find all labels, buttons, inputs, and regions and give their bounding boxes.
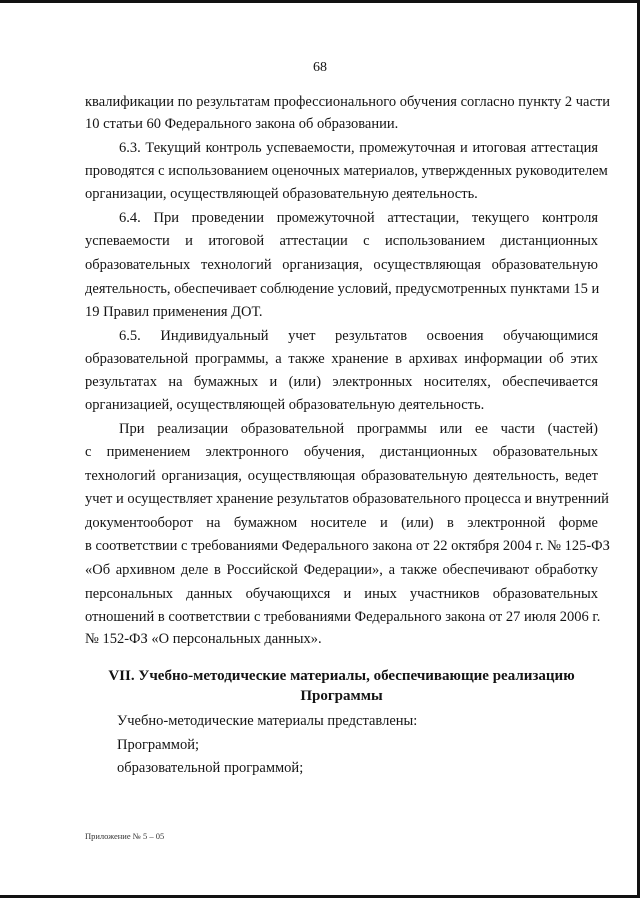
text-line: образовательной программы, а также хранение в архивах информации об этих: [85, 351, 598, 367]
text-line: деятельность, обеспечивает соблюдение условий, предусмотренных пунктами 15 и: [85, 281, 600, 297]
text-line: Программой;: [117, 737, 199, 753]
text-line: квалификации по результатам профессионального обучения согласно пункту 2 части: [85, 94, 610, 110]
text-line: образовательной программой;: [117, 760, 304, 776]
text-line: 10 статьи 60 Федерального закона об образовании.: [85, 116, 399, 132]
section-heading-line1: VII. Учебно-методические материалы, обеспечивающие реализацию: [108, 668, 575, 684]
text-line: № 152-ФЗ «О персональных данных».: [85, 631, 322, 647]
paragraph-6-3-start: 6.3. Текущий контроль успеваемости, промежуточная и итоговая аттестация: [119, 140, 598, 156]
text-line: в соответствии с требованиями Федерального закона от 22 октября 2004 г. № 125-ФЗ: [85, 538, 610, 554]
text-line: организации, осуществляющей образовательную деятельность.: [85, 186, 478, 202]
text-line: персональных данных обучающихся и иных участников образовательных: [85, 586, 598, 602]
text-line: отношений в соответствии с требованиями Федерального закона от 27 июля 2006 г.: [85, 609, 601, 625]
text-line: Учебно-методические материалы представлены:: [117, 713, 418, 729]
text-line: образовательных технологий организация, осуществляющая образовательную: [85, 257, 598, 273]
text-line: результатах на бумажных и (или) электронных носителях, обеспечивается: [85, 374, 598, 390]
page-number: 68: [313, 60, 327, 75]
paragraph-archive-start: При реализации образовательной программы или ее части (частей): [119, 421, 598, 437]
text-line: проводятся с использованием оценочных материалов, утвержденных руководителем: [85, 163, 608, 179]
text-line: технологий организация, осуществляющая образовательную деятельность, ведет: [85, 468, 598, 484]
section-heading-line2: Программы: [300, 688, 383, 704]
text-line: 19 Правил применения ДОТ.: [85, 304, 263, 320]
text-line: успеваемости и итоговой аттестации с использованием дистанционных: [85, 233, 598, 249]
page-footer: Приложение № 5 – 05: [85, 831, 165, 841]
text-line: с применением электронного обучения, дистанционных образовательных: [85, 444, 598, 460]
text-line: учет и осуществляет хранение результатов образовательного процесса и внутренний: [85, 491, 609, 507]
text-line: организацией, осуществляющей образовательную деятельность.: [85, 397, 485, 413]
text-line: документооборот на бумажном носителе и (или) в электронной форме: [85, 515, 598, 531]
paragraph-6-4-start: 6.4. При проведении промежуточной аттестации, текущего контроля: [119, 210, 598, 226]
paragraph-6-5-start: 6.5. Индивидуальный учет результатов освоения обучающимися: [119, 328, 598, 344]
text-line: «Об архивном деле в Российской Федерации», а также обеспечивают обработку: [85, 562, 598, 578]
scan-border-top: [0, 0, 640, 3]
